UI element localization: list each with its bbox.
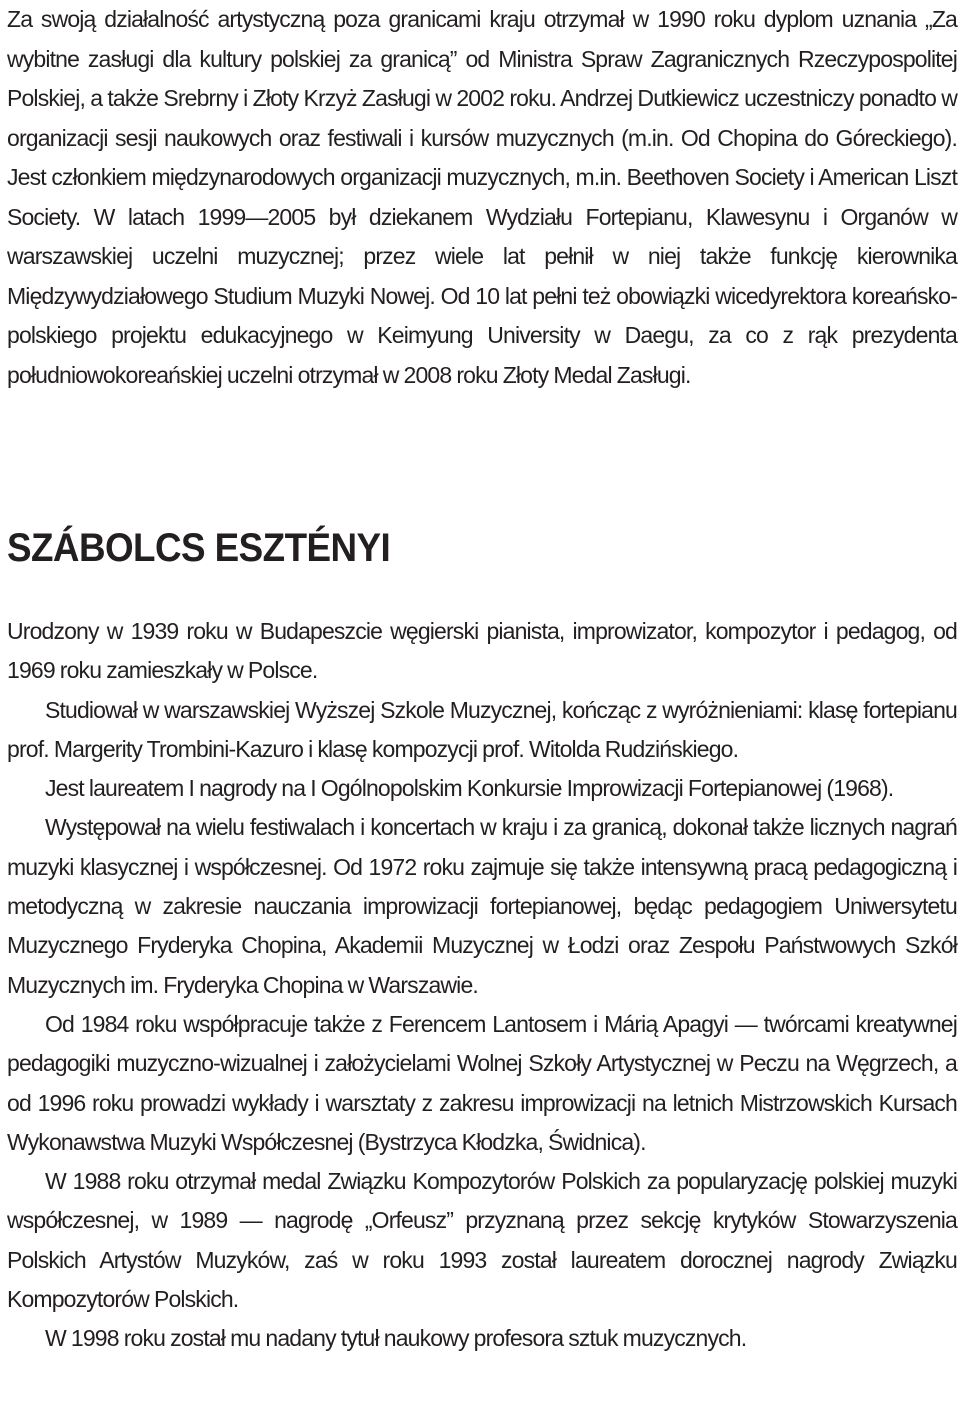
bio-paragraph-6: W 1988 roku otrzymał medal Związku Kompozytorów Polskich za popularyzację polskiej muzyki współczesnej, w 1989 — nagrodę „Orfeusz” przyznaną przez sekcję krytyków Stowarzyszenia Polskich Artystów Muzyków, zaś w roku 1993 został laureatem dorocznej nagrody Związku Kompozytorów Polskich. [7, 1168, 957, 1313]
section-heading: SZÁBOLCS ESZTÉNYI [7, 526, 391, 570]
bio-paragraph-7: W 1998 roku został mu nadany tytuł naukowy profesora sztuk muzycznych. [45, 1325, 747, 1352]
bio-section [7, 612, 957, 1359]
bio-paragraph-2: Studiował w warszawskiej Wyższej Szkole Muzycznej, kończąc z wyróżnieniami: klasę fortepianu prof. Margerity Trombini-Kazuro i klasę kompozycji prof. Witolda Rudzińskiego. [7, 696, 957, 762]
previous-bio-paragraph: Za swoją działalność artystyczną poza granicami kraju otrzymał w 1990 roku dyplom uznania „Za wybitne zasługi dla kultury polskiej za granicą” od Ministra Spraw Zagranicznych Rzeczypospolitej Polskiej, a także Srebrny i Złoty Krzyż Zasługi w 2002 roku. Andrzej Dutkiewicz uczestniczy ponadto w organizacji sesji naukowych oraz festiwali i kursów muzycznych (m.in. Od Chopina do Góreckiego). Jest członkiem międzynarodowych organizacji muzycznych, m.in. Beethoven Society i American Liszt Society. W latach 1999—2005 był dziekanem Wydziału Fortepianu, Klawesynu i Organów w warszawskiej uczelni muzycznej; przez wiele lat pełnił w niej także funkcję kierownika Międzywydziałowego Studium Muzyki Nowej. Od 10 lat pełni też obowiązki wicedyrektora koreańsko-polskiego projektu edukacyjnego w Keimyung University w Daegu, za co z rąk prezydenta południowokoreańskiej uczelni otrzymał w 2008 roku Złoty Medal Zasługi. [7, 6, 957, 388]
bio-paragraph-4: Występował na wielu festiwalach i koncertach w kraju i za granicą, dokonał także licznych nagrań muzyki klasycznej i współczesnej. Od 1972 roku zajmuje się także intensywną pracą pedagogiczną i metodyczną w zakresie nauczania improwizacji fortepianowej, będąc pedagogiem Uniwersytetu Muzycznego Fryderyka Chopina, Akademii Muzycznej w Łodzi oraz Zespołu Państwowych Szkół Muzycznych im. Fryderyka Chopina w Warszawie. [7, 814, 957, 998]
bio-paragraph-1: Urodzony w 1939 roku w Budapeszcie węgierski pianista, improwizator, kompozytor i pedagog, od 1969 roku zamieszkały w Polsce. [7, 618, 957, 684]
bio-paragraph-3: Jest laureatem I nagrody na I Ogólnopolskim Konkursie Improwizacji Fortepianowej (1968). [45, 775, 894, 802]
previous-bio-section [7, 0, 957, 395]
bio-paragraph-5: Od 1984 roku współpracuje także z Ferencem Lantosem i Márią Apagyi — twórcami kreatywnej pedagogiki muzyczno-wizualnej i założycielami Wolnej Szkoły Artystycznej w Peczu na Węgrzech, a od 1996 roku prowadzi wykłady i warsztaty z zakresu improwizacji na letnich Mistrzowskich Kursach Wykonawstwa Muzyki Współczesnej (Bystrzyca Kłodzka, Świdnica). [7, 1010, 957, 1155]
